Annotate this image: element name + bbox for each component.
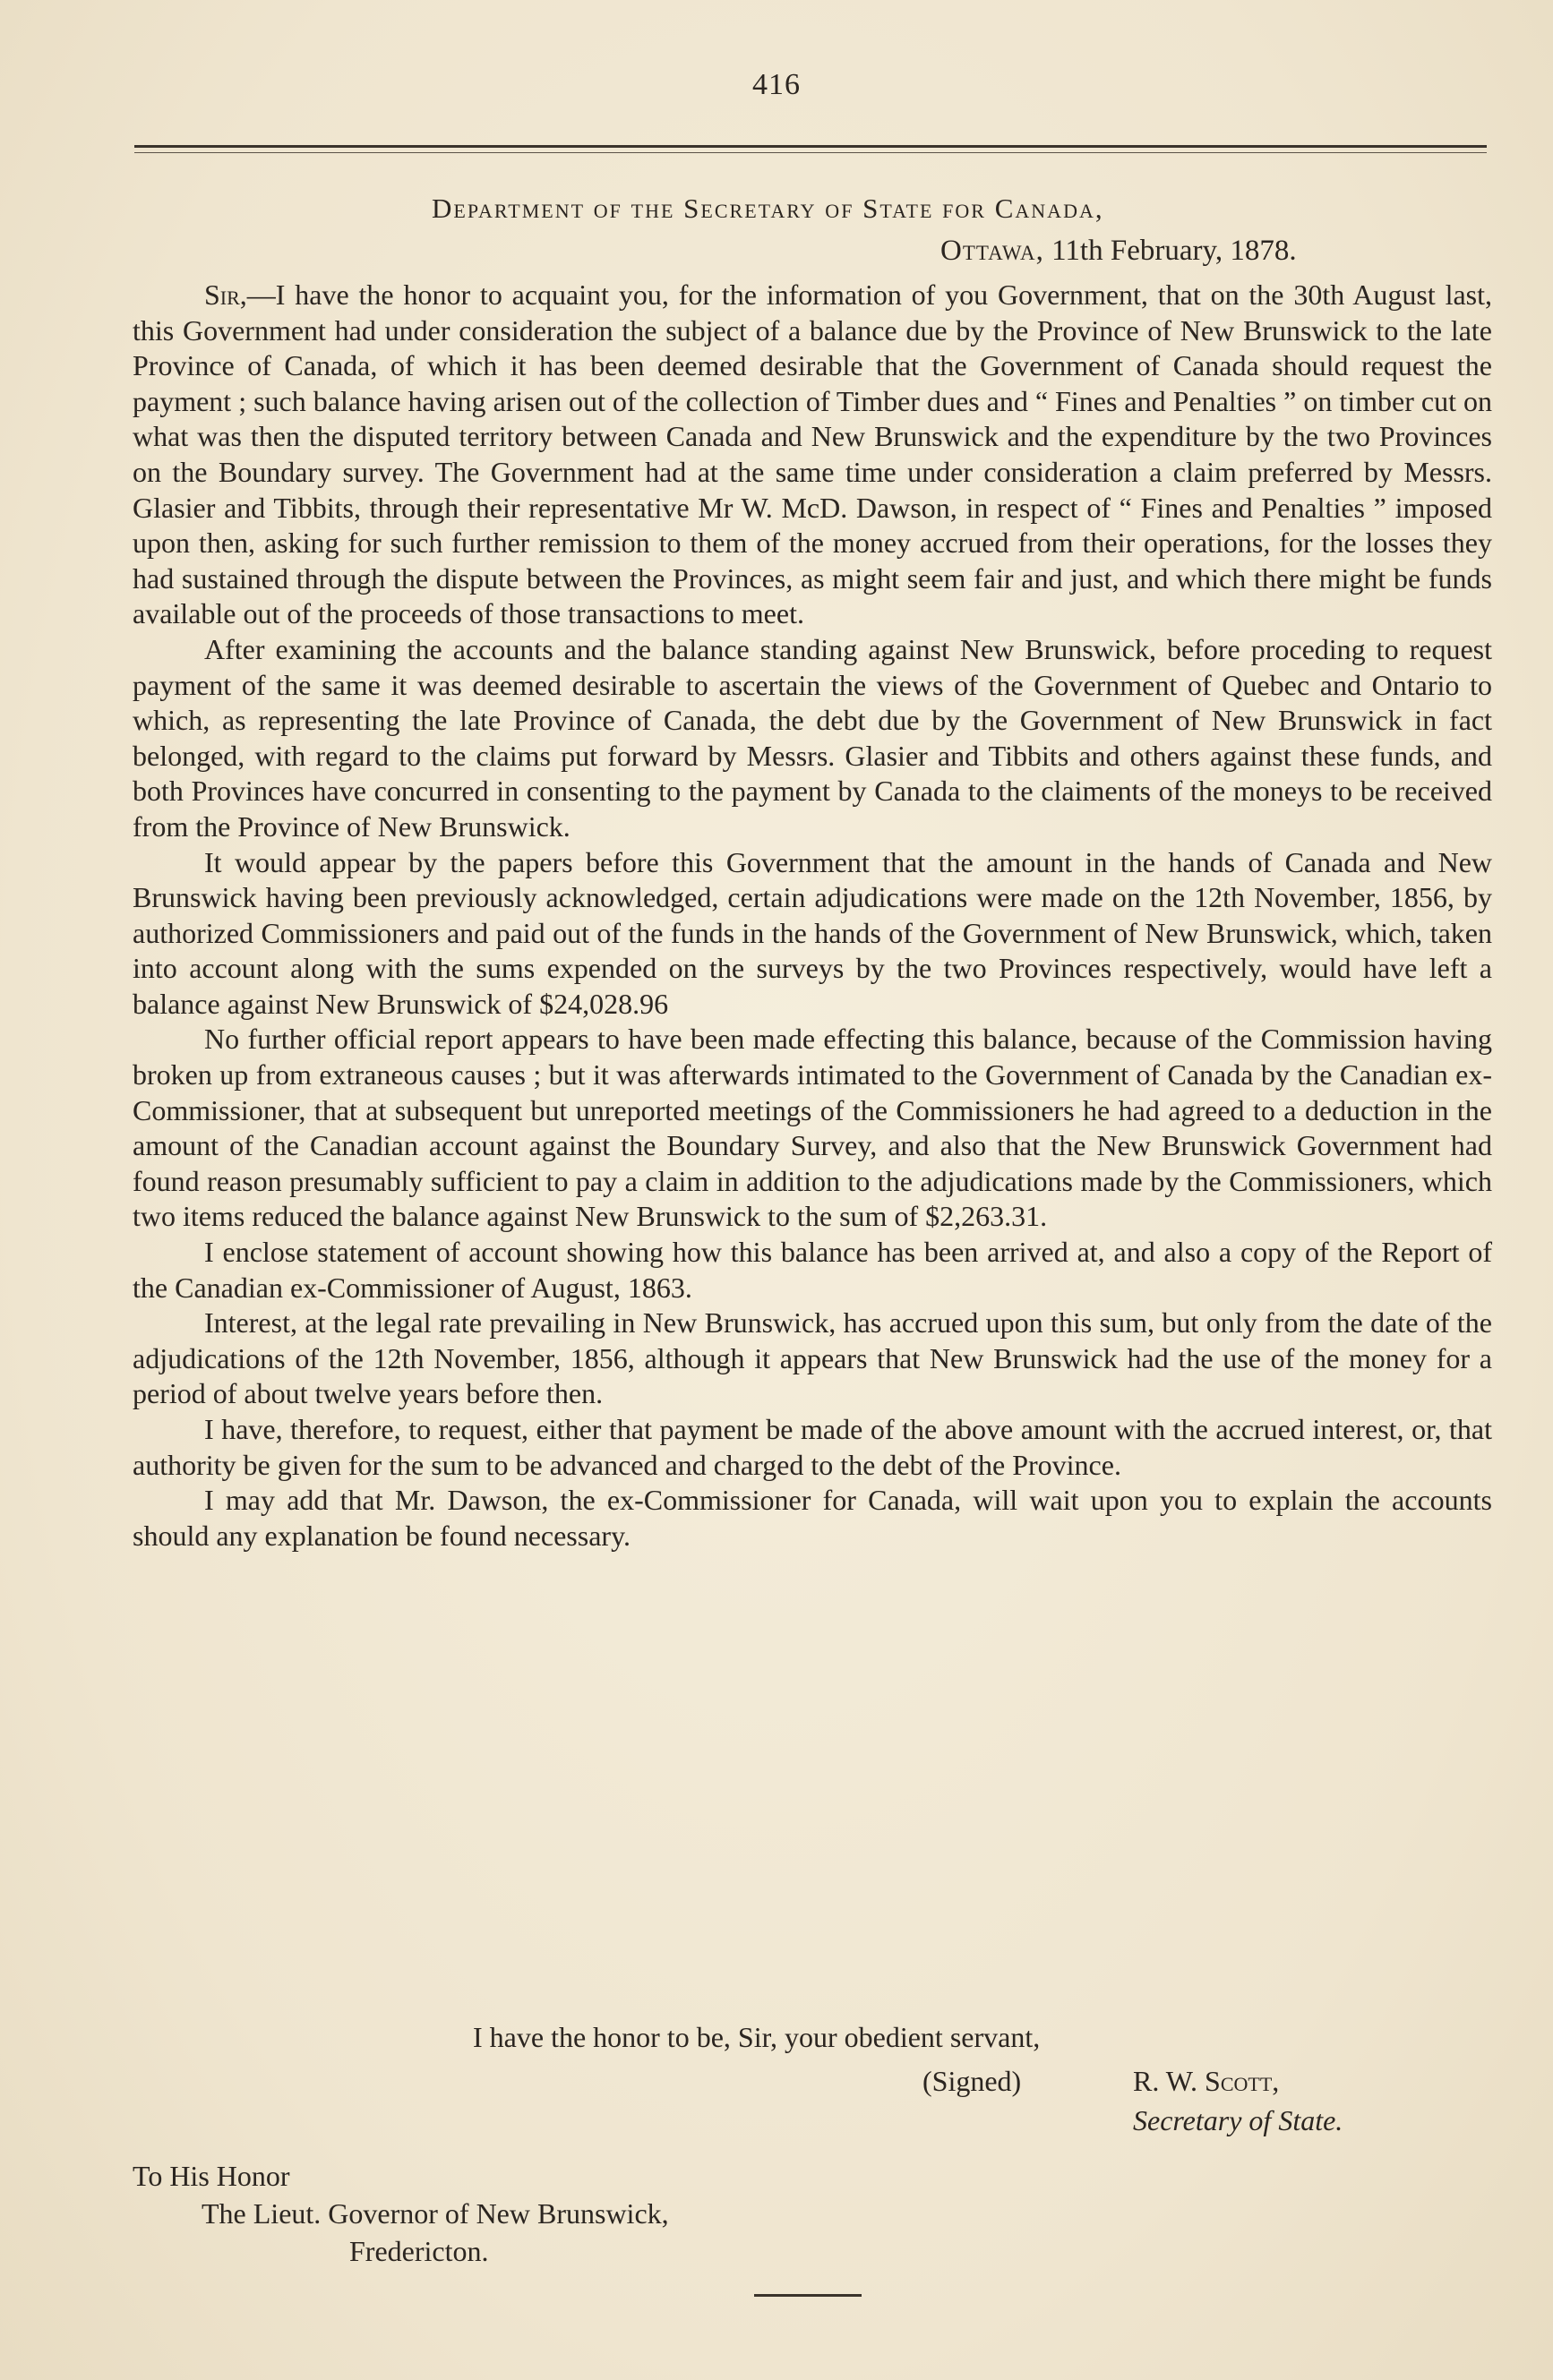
signed-label: (Signed) [922, 2065, 1022, 2097]
header-rule [134, 145, 1487, 148]
end-rule [754, 2294, 862, 2297]
place: Ottawa, [940, 235, 1044, 267]
signer-name [1133, 2065, 1279, 2098]
paragraph-2: After examining the accounts and the balance standing against New Brunswick, before proceding to request payment of the same it was deemed desirable to ascertain the views of the Government of Quebec and Ontario to which, as representing the late Province of Canada, the debt due by the Government of New Brunswick in fact belonged, with regard to the claims put forward by Messrs. Glasier and Tibbits and others against these funds, and both Provinces have concurred in consenting to the payment by Canada to the claiments of the moneys to be received from the Province of New Brunswick. [133, 632, 1492, 843]
paragraph-5: I enclose statement of account showing how this balance has been arrived at, and also a copy of the Report of the Canadian ex-Commissioner of August, 1863. [133, 1236, 1492, 1304]
paragraph-6: Interest, at the legal rate prevailing in New Brunswick, has accrued upon this sum, but only from the date of the adjudications of the 12th November, 1856, although it appears that New Brunswick had the use of the money for a period of about twelve years before then. [133, 1306, 1492, 1410]
paragraph-7: I have, therefore, to request, either that payment be made of the above amount with the accrued interest, or, that authority be given for the sum to be advanced and charged to the debt of the Province. [133, 1413, 1492, 1481]
address-line-1: To His Honor [133, 2160, 290, 2192]
place-date-line [940, 235, 1297, 268]
signer-name-text: R. W. Scott, [1133, 2065, 1280, 2097]
paragraph-1-text: —I have the honor to acquaint you, for the information of you Government, that on the 30th August last, this Government had under consideration the subject of a balance due by the Province of New Brunswick to the late Province of Canada, of which it has been deemed desirable that the Government of Canada should request the payment ; such balance having arisen out of the collection of Timber dues and “ Fines and Penalties ” on timber cut on what was then the disputed territory between Canada and New Brunswick and the expenditure by the two Provinces on the Boundary survey. The Government had at the same time under consideration a claim preferred by Messrs. Glasier and Tibbits, through their representative Mr W. McD. Dawson, in respect of “ Fines and Penalties ” imposed upon then, asking for such further remission to them of the money accrued from their operations, for the losses they had sustained through the dispute between the Provinces, as might seem fair and just, and which there might be funds available out of the proceeds of those transactions to meet. [133, 278, 1492, 630]
paragraph-1 [133, 278, 1492, 632]
letter-body [133, 278, 1492, 1554]
closing-line: I have the honor to be, Sir, your obedient servant, [473, 2021, 1041, 2053]
signer-title: Secretary of State. [1133, 2104, 1343, 2136]
header-rule-thin [134, 152, 1487, 153]
address-line-3: Fredericton. [349, 2235, 489, 2267]
paragraph-8: I may add that Mr. Dawson, the ex-Commissioner for Canada, will wait upon you to explain the accounts should any explanation be found necessary. [133, 1484, 1492, 1552]
address-line-2: The Lieut. Governor of New Brunswick, [202, 2197, 669, 2230]
page-number: 416 [752, 68, 801, 101]
paragraph-3: It would appear by the papers before this Government that the amount in the hands of Canada and New Brunswick having been previously acknowledged, certain adjudications were made on the 12th November, 1856, by authorized Commissioners and paid out of the funds in the hands of the Government of New Brunswick, which, taken into account along with the sums expended on the surveys by the two Provinces respectively, would have left a balance against New Brunswick of $24,028.96 [133, 845, 1492, 1020]
department-heading: Department of the Secretary of State for Canada, [432, 193, 1104, 224]
salutation: Sir, [204, 278, 247, 311]
letter-date: 11th February, 1878. [1051, 235, 1297, 267]
paragraph-4: No further official report appears to have been made effecting this balance, because of the Commission having broken up from extraneous causes ; but it was afterwards intimated to the Government of Canada by the Canadian ex-Commissioner, that at subsequent but unreported meetings of the Commissioners he had agreed to a deduction in the amount of the Canadian account against the Boundary Survey, and also that the New Brunswick Government had found reason presumably sufficient to pay a claim in addition to the adjudications made by the Commissioners, which two items reduced the balance against New Brunswick to the sum of $2,263.31. [133, 1023, 1492, 1233]
